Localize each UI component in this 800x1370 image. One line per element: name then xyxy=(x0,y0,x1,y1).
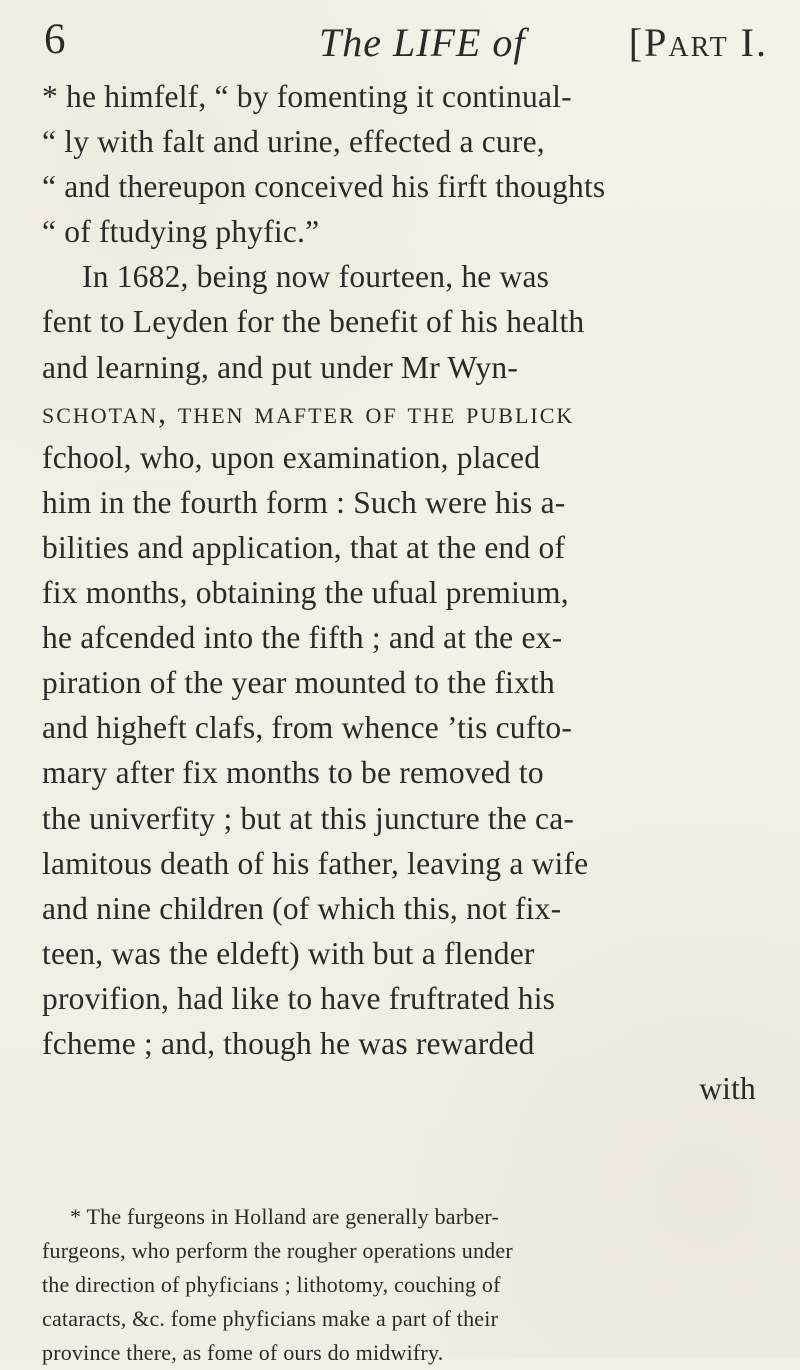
text-line: “ of ftudying phyfic.” xyxy=(42,214,320,250)
body-text xyxy=(42,74,768,1111)
text-line: mary after fix months to be removed to xyxy=(42,755,544,791)
text-line: “ ly with falt and urine, effected a cure, xyxy=(42,124,545,160)
text-line: teen, was the eldeft) with but a flender xyxy=(42,935,535,971)
text-line: and learning, and put under Mr Wyn- xyxy=(42,349,519,385)
text-line: fent to Leyden for the benefit of his health xyxy=(42,304,585,340)
text-line: and higheft clafs, from whence ’tis cufto- xyxy=(42,710,573,746)
footnote-line: the direction of phyficians ; lithotomy, couching of xyxy=(42,1272,501,1297)
page-number: 6 xyxy=(44,16,66,63)
text-line: provifion, had like to have fruftrated his xyxy=(42,980,556,1016)
text-line: “ and thereupon conceived his firft thoughts xyxy=(42,169,606,205)
text-line: piration of the year mounted to the fixth xyxy=(42,665,555,701)
running-title: The LIFE of xyxy=(319,20,526,65)
footnote-line: * The furgeons in Holland are generally barber- xyxy=(70,1204,500,1229)
text-line: the univerfity ; but at this juncture the ca- xyxy=(42,800,575,836)
text-line: fcheme ; and, though he was rewarded xyxy=(42,1025,535,1061)
text-line: lamitous death of his father, leaving a wife xyxy=(42,845,589,881)
footnote-line: furgeons, who perform the rougher operations under xyxy=(42,1238,513,1263)
text-line: schotan, then mafter of the publick xyxy=(42,394,575,430)
footnote-line: cataracts, &c. fome phyficians make a part of their xyxy=(42,1306,499,1331)
text-line: he afcended into the fifth ; and at the ex- xyxy=(42,620,563,656)
footnote-line: province there, as fome of ours do midwifry. xyxy=(42,1340,444,1365)
text-line: bilities and application, that at the end of xyxy=(42,529,566,565)
text-line: fchool, who, upon examination, placed xyxy=(42,439,541,475)
text-line: him in the fourth form : Such were his a- xyxy=(42,484,566,520)
text-line: In 1682, being now fourteen, he was xyxy=(82,259,550,295)
catchword: with xyxy=(699,1071,756,1107)
text-line: and nine children (of which this, not fix- xyxy=(42,890,562,926)
text-line: fix months, obtaining the ufual premium, xyxy=(42,575,569,611)
footnote xyxy=(42,1200,766,1370)
part-label: [Part I. xyxy=(628,20,768,65)
text-line: * he himfelf, “ by fomenting it continual- xyxy=(42,79,572,114)
